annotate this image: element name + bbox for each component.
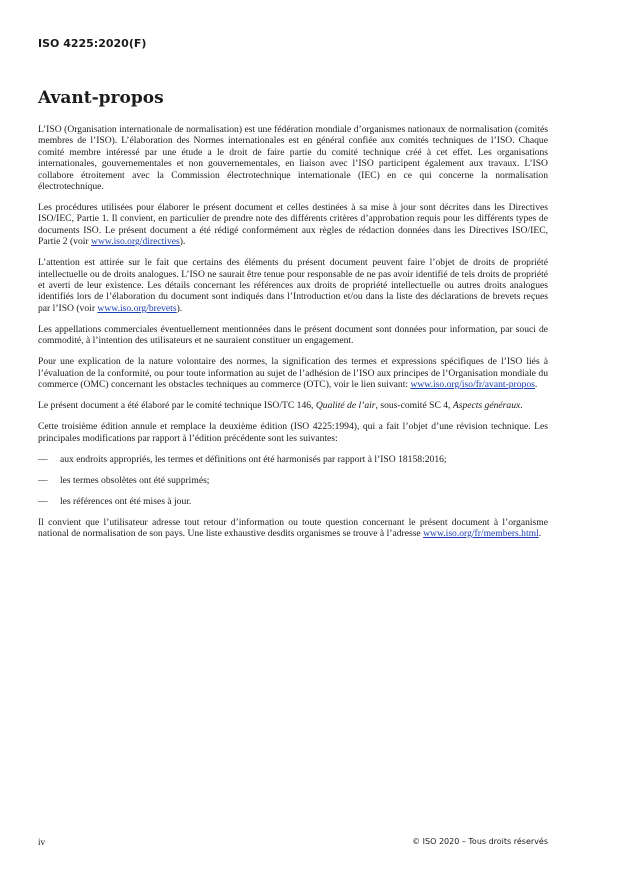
paragraph-feedback [38, 517, 548, 540]
page-title: Avant-propos [38, 88, 164, 108]
paragraph-text: ). [179, 236, 186, 248]
foreword-link[interactable]: www.iso.org/iso/fr/avant-propos [410, 379, 535, 391]
paragraph-text: Les procédures utilisées pour élaborer le présent document et celles destinées à sa mise à jour sont décrites dans les Directives ISO/IEC, Partie 1. Il convient, en particulier de prendre note des différents critères d’approbation requis pour les différents types de documents ISO. Le présent document a été rédigé conformément aux règles de rédaction données dans les Directives ISO/IEC, Partie 2 (voir [38, 202, 548, 248]
list-item-text: les termes obsolètes ont été supprimés; [60, 474, 210, 486]
paragraph-trade-names: Les appellations commerciales éventuellement mentionnées dans le présent document sont données pour information, par souci de commodité, à l’intention des utilisateurs et ne sauraient constituer un engagement. [38, 323, 548, 347]
dash-marker: — [38, 474, 48, 486]
paragraph-voluntary-nature [38, 356, 548, 390]
paragraph-iso-intro: L’ISO (Organisation internationale de normalisation) est une fédération mondiale d’organismes nationaux de normalisation (comités membres de l’ISO). L’élaboration des Normes internationales est en général confiée aux comités techniques de l’ISO. Chaque comité membre intéressé par une étude a le droit de faire partie du comité technique créé à cet effet. Les organisations internationales, gouvernementales et non gouvernementales, en liaison avec l’ISO participent également aux travaux. L’ISO collabore étroitement avec la Commission électrotechnique internationale (IEC) en ce qui concerne la normalisation électrotechnique. [38, 124, 548, 193]
list-item [38, 475, 548, 486]
subcommittee-name: Aspects généraux [452, 400, 521, 412]
list-item-text: aux endroits appropriés, les termes et définitions ont été harmonisés par rapport à l’ISO 18158:2016; [60, 453, 447, 465]
dash-marker: — [38, 495, 48, 507]
copyright-notice: © ISO 2020 – Tous droits réservés [412, 837, 548, 846]
paragraph-text: . [534, 379, 538, 391]
list-item [38, 496, 548, 507]
page-number: iv [38, 837, 46, 847]
list-item [38, 454, 548, 465]
patents-link[interactable]: www.iso.org/brevets [97, 302, 177, 314]
paragraph-text: , sous-comité SC 4, [375, 400, 453, 412]
list-item-text: les références ont été mises à jour. [60, 495, 192, 507]
paragraph-text: L’attention est attirée sur le fait que certains des éléments du présent document peuvent faire l’objet de droits de propriété intellectuelle ou de droits analogues. L’ISO ne saurait être tenue pour responsable de ne pas avoir identifié de tels droits de propriété et averti de leur existence. Les détails concernant les références aux droits de propriété intellectuelle ou autres droits analogues identifiés lors de l’élaboration du document sont indiqués dans l’Introduction et/ou dans la liste des déclarations de brevets reçues par l’ISO (voir [38, 257, 548, 314]
paragraph-procedures [38, 202, 548, 248]
paragraph-text: Pour une explication de la nature volontaire des normes, la signification des termes et expressions spécifiques de l’ISO liés à l’évaluation de la conformité, ou pour toute information au sujet de l’adhésion de l’ISO aux principes de l’Organisation mondiale du commerce (OMC) concernant les obstacles techniques au commerce (OTC), voir le lien suivant: [38, 356, 548, 391]
paragraph-edition: Cette troisième édition annule et remplace la deuxième édition (ISO 4225:1994), qui a fait l’objet d’une révision technique. Les principales modifications par rapport à l’édition précédente sont les suivantes: [38, 421, 548, 444]
paragraph-text: ). [176, 302, 183, 314]
paragraph-patents [38, 257, 548, 314]
document-code: ISO 4225:2020(F) [38, 37, 147, 50]
committee-name: Qualité de l’air [315, 400, 376, 412]
document-body [38, 124, 548, 549]
paragraph-text: . [538, 527, 542, 539]
paragraph-committee [38, 400, 548, 411]
paragraph-text: Le présent document a été élaboré par le comité technique ISO/TC 146, [38, 400, 316, 412]
paragraph-text: . [520, 400, 523, 412]
paragraph-text: Il convient que l’utilisateur adresse tout retour d’information ou toute question concernant le présent document à l’organisme national de normalisation de son pays. Une liste exhaustive desdits organismes se trouve à l’adresse [38, 516, 548, 539]
dash-marker: — [38, 453, 48, 465]
directives-link[interactable]: www.iso.org/directives [91, 236, 180, 248]
members-link[interactable]: www.iso.org/fr/members.html [423, 527, 539, 539]
